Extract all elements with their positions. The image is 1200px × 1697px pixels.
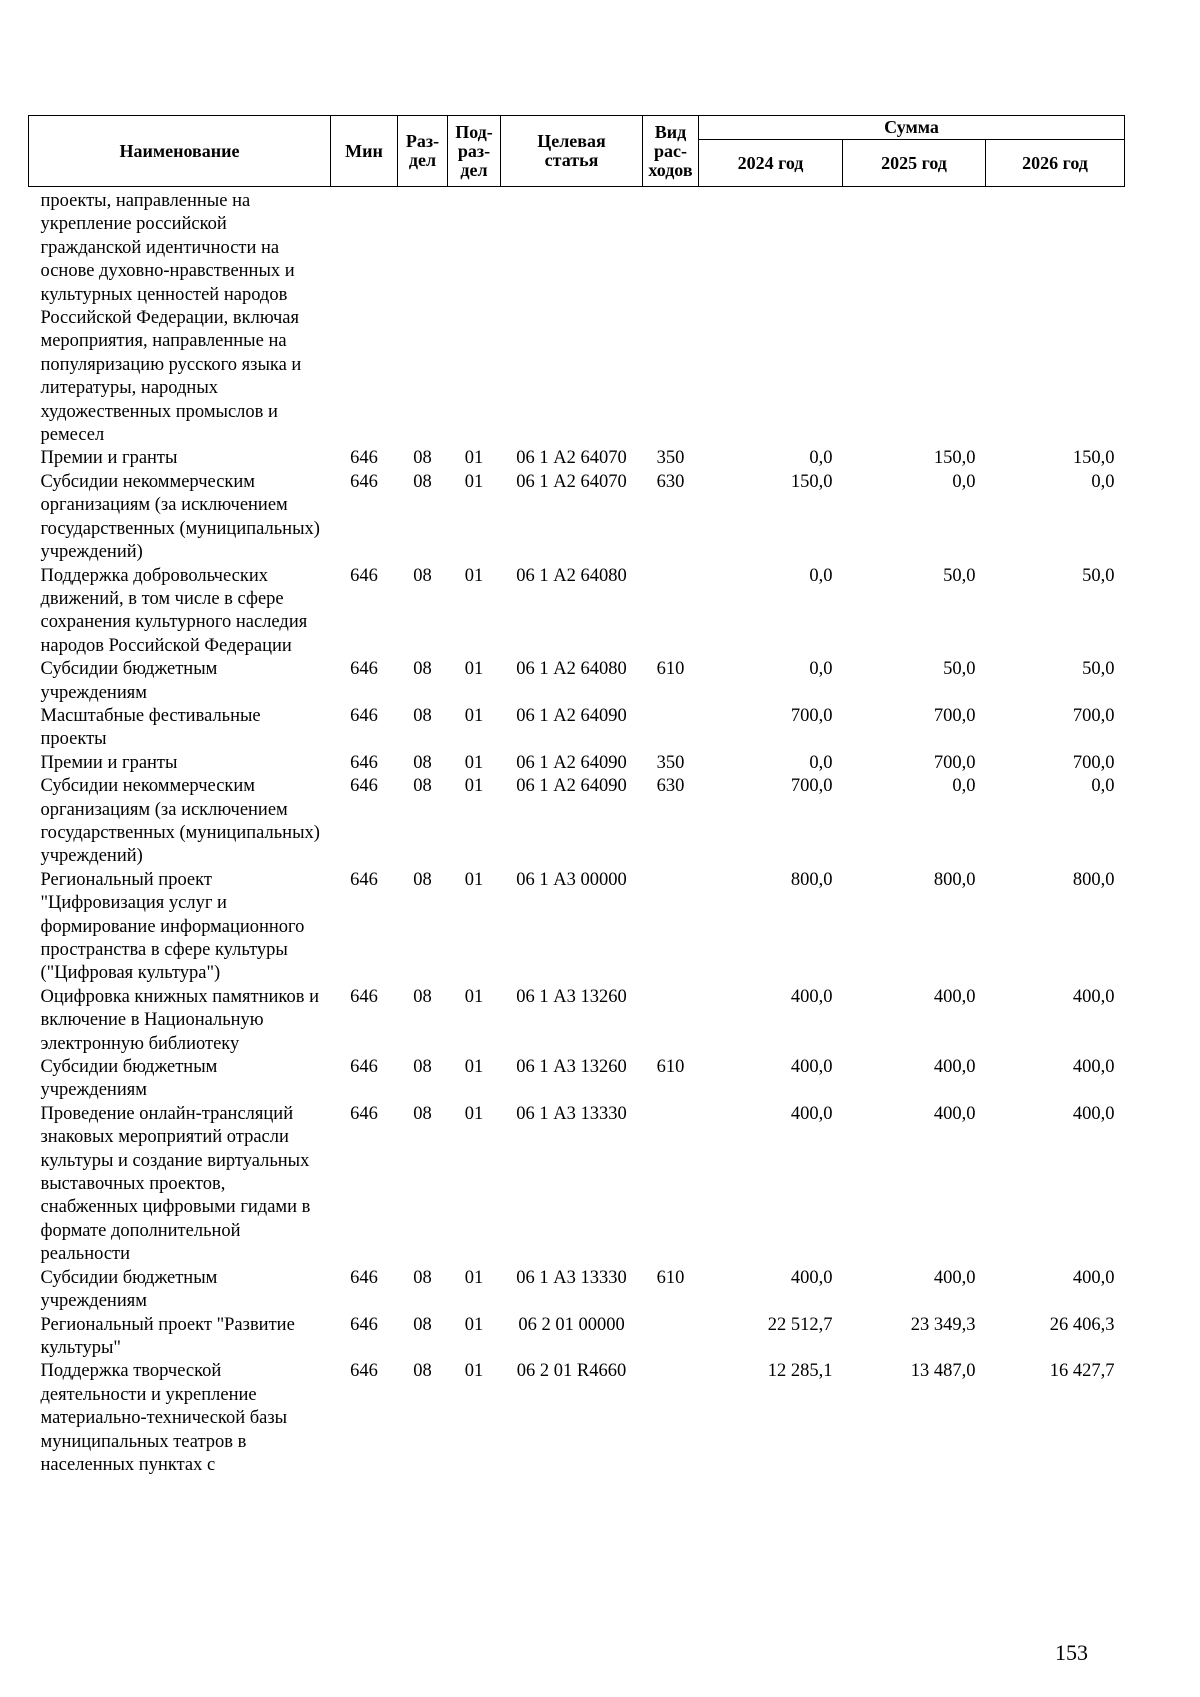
- cell-podrazdel: 01: [464, 1267, 484, 1288]
- cell-podrazdel: 01: [464, 986, 484, 1007]
- cell-sum-2025: 400,0: [933, 1103, 976, 1124]
- table-row: [29, 471, 1125, 565]
- table-row: [29, 565, 1125, 659]
- cell-min: 646: [350, 705, 378, 726]
- cell-sum-2025: 23 349,3: [910, 1314, 976, 1335]
- cell-podrazdel: 01: [464, 705, 484, 726]
- cell-vid: [643, 986, 699, 1056]
- cell-podrazdel: 01: [464, 752, 484, 773]
- cell-sum-2025: 400,0: [933, 1267, 976, 1288]
- cell-vid: [643, 1360, 699, 1477]
- page-number: 153: [1055, 1640, 1088, 1665]
- cell-min: 646: [350, 986, 378, 1007]
- cell-sum-2025: 400,0: [933, 1057, 976, 1078]
- cell-vid: [643, 1314, 699, 1361]
- cell-sum-2024: 400,0: [790, 1057, 833, 1078]
- cell-sum-2026: 150,0: [1072, 448, 1115, 469]
- cell-razdel: 08: [413, 705, 432, 726]
- cell-sum-2026: 700,0: [1072, 752, 1115, 773]
- cell-min: [331, 187, 398, 448]
- cell-article: 06 1 А2 64070: [516, 471, 627, 492]
- cell-name: Субсидии некоммерческим организациям (за исключением государственных (муниципальных) учреждений): [40, 776, 320, 867]
- cell-razdel: 08: [413, 659, 432, 680]
- cell-name: Субсидии бюджетным учреждениям: [40, 659, 218, 703]
- cell-name: Региональный проект "Развитие культуры": [40, 1314, 295, 1358]
- cell-article: 06 1 А3 13330: [516, 1103, 627, 1124]
- cell-sum-2026: 400,0: [1072, 1267, 1115, 1288]
- table-row: [29, 986, 1125, 1056]
- cell-name: Поддержка добровольческих движений, в том числе в сфере сохранения культурного наследия народов Российской Федерации: [40, 565, 308, 656]
- cell-podrazdel: 01: [464, 869, 484, 890]
- cell-sum-2025: 0,0: [952, 471, 976, 492]
- cell-sum-2025: 700,0: [933, 752, 976, 773]
- cell-sum-2024: 700,0: [790, 705, 833, 726]
- header-year-2025: 2025 год: [843, 140, 986, 187]
- cell-vid: [643, 565, 699, 659]
- cell-vid: 350: [656, 752, 685, 773]
- cell-name: Субсидии бюджетным учреждениям: [40, 1057, 218, 1101]
- cell-name: Субсидии некоммерческим организациям (за исключением государственных (муниципальных) учреждений): [40, 471, 320, 563]
- cell-vid: 350: [656, 448, 685, 469]
- cell-min: 646: [350, 659, 378, 680]
- cell-podrazdel: [448, 187, 501, 448]
- table-row: [29, 658, 1125, 705]
- cell-name: Поддержка творческой деятельности и укрепление материально-технической базы муниципальных театров в населенных пунктах с: [40, 1361, 288, 1475]
- cell-min: 646: [350, 776, 378, 797]
- header-name: Наименование: [29, 116, 331, 187]
- cell-sum-2026: 0,0: [1091, 776, 1115, 797]
- cell-article: 06 1 А3 13330: [516, 1267, 627, 1288]
- cell-min: 646: [350, 1361, 378, 1382]
- cell-sum-2026: 400,0: [1072, 1103, 1115, 1124]
- cell-razdel: 08: [413, 1361, 432, 1382]
- cell-sum-2024: 400,0: [790, 1267, 833, 1288]
- budget-table: [28, 115, 1125, 1477]
- cell-sum-2025: 50,0: [943, 565, 976, 586]
- cell-razdel: 08: [413, 752, 432, 773]
- cell-podrazdel: 01: [464, 1057, 484, 1078]
- cell-name: Субсидии бюджетным учреждениям: [40, 1267, 218, 1312]
- cell-vid: 610: [656, 659, 685, 680]
- cell-vid: [643, 1103, 699, 1267]
- cell-article: [501, 187, 643, 448]
- cell-min: 646: [350, 869, 378, 890]
- cell-sum-2025: 50,0: [943, 659, 976, 680]
- cell-sum-2026: 400,0: [1072, 1057, 1115, 1078]
- cell-sum-2026: 0,0: [1091, 471, 1115, 492]
- cell-sum-2025: 800,0: [933, 869, 976, 890]
- cell-razdel: 08: [413, 448, 432, 469]
- table-row: [29, 869, 1125, 986]
- cell-sum-2026: 16 427,7: [1049, 1361, 1115, 1382]
- cell-article: 06 1 А3 00000: [516, 869, 627, 890]
- cell-podrazdel: 01: [464, 659, 484, 680]
- cell-sum-2026: 800,0: [1072, 869, 1115, 890]
- cell-podrazdel: 01: [464, 1361, 484, 1382]
- cell-razdel: 08: [413, 776, 432, 797]
- cell-sum-2025: 150,0: [933, 448, 976, 469]
- table-row: [29, 752, 1125, 775]
- cell-razdel: 08: [413, 565, 432, 586]
- table-row: [29, 1056, 1125, 1103]
- cell-name: Премии и гранты: [40, 752, 178, 773]
- cell-name: Премии и гранты: [40, 448, 178, 469]
- cell-min: 646: [350, 1267, 378, 1288]
- cell-name: Масштабные фестивальные проекты: [40, 705, 261, 750]
- cell-min: 646: [350, 752, 378, 773]
- cell-podrazdel: 01: [464, 776, 484, 797]
- cell-sum-2026: 400,0: [1072, 986, 1115, 1007]
- table-row: [29, 187, 1125, 448]
- cell-sum-2026: 50,0: [1082, 565, 1115, 586]
- cell-vid: 630: [656, 471, 685, 492]
- table-row: [29, 1314, 1125, 1361]
- header-min: Мин: [331, 116, 398, 187]
- cell-name: Оцифровка книжных памятников и включение в Национальную электронную библиотеку: [40, 986, 319, 1054]
- table-row: [29, 1360, 1125, 1477]
- cell-article: 06 1 А2 64080: [516, 565, 627, 586]
- cell-min: 646: [350, 1314, 378, 1335]
- cell-min: 646: [350, 1103, 378, 1124]
- cell-sum-2026: [986, 187, 1125, 448]
- cell-sum-2025: [843, 187, 986, 448]
- cell-podrazdel: 01: [464, 1314, 484, 1335]
- header-year-2026: 2026 год: [986, 140, 1125, 187]
- cell-sum-2025: 13 487,0: [910, 1361, 976, 1382]
- cell-sum-2024: 0,0: [809, 752, 833, 773]
- cell-vid: 630: [656, 776, 685, 797]
- cell-sum-2024: [699, 187, 843, 448]
- table-body: [29, 187, 1125, 1478]
- cell-article: 06 1 А2 64090: [516, 705, 627, 726]
- cell-sum-2024: 0,0: [809, 659, 833, 680]
- cell-vid: [643, 187, 699, 448]
- cell-sum-2025: 0,0: [952, 776, 976, 797]
- header-vid: Вид рас- ходов: [643, 116, 699, 187]
- cell-podrazdel: 01: [464, 565, 484, 586]
- cell-article: 06 1 А2 64080: [516, 659, 627, 680]
- cell-razdel: 08: [413, 869, 432, 890]
- cell-article: 06 1 А2 64090: [516, 752, 627, 773]
- cell-razdel: 08: [413, 1314, 432, 1335]
- cell-razdel: [398, 187, 448, 448]
- cell-article: 06 1 А2 64090: [516, 776, 627, 797]
- cell-sum-2026: 700,0: [1072, 705, 1115, 726]
- table-row: [29, 705, 1125, 752]
- cell-article: 06 2 01 R4660: [516, 1361, 627, 1382]
- cell-vid: 610: [656, 1267, 685, 1288]
- cell-sum-2025: 700,0: [933, 705, 976, 726]
- table-row: [29, 1103, 1125, 1267]
- table-row: [29, 447, 1125, 470]
- header-article: Целевая статья: [501, 116, 643, 187]
- cell-vid: [643, 705, 699, 752]
- cell-min: 646: [350, 1057, 378, 1078]
- cell-article: 06 1 А3 13260: [516, 986, 627, 1007]
- cell-sum-2024: 400,0: [790, 986, 833, 1007]
- header-podrazdel: Под- раз- дел: [448, 116, 501, 187]
- cell-sum-2024: 800,0: [790, 869, 833, 890]
- cell-razdel: 08: [413, 1267, 432, 1288]
- cell-razdel: 08: [413, 471, 432, 492]
- cell-article: 06 1 А2 64070: [516, 448, 627, 469]
- cell-sum-2024: 22 512,7: [767, 1314, 833, 1335]
- cell-sum-2026: 50,0: [1082, 659, 1115, 680]
- cell-sum-2025: 400,0: [933, 986, 976, 1007]
- table-row: [29, 775, 1125, 869]
- cell-min: 646: [350, 471, 378, 492]
- cell-razdel: 08: [413, 1057, 432, 1078]
- cell-podrazdel: 01: [464, 471, 484, 492]
- cell-sum-2024: 700,0: [790, 776, 833, 797]
- cell-name: проекты, направленные на укрепление российской гражданской идентичности на основе духовно-нравственных и культурных ценностей народов Российской Федерации, включая мероприятия, направленные на популяризацию русского языка и литературы, народных художественных промыслов и ремесел: [40, 191, 302, 446]
- header-razdel: Раз- дел: [398, 116, 448, 187]
- cell-min: 646: [350, 448, 378, 469]
- table-row: [29, 1267, 1125, 1314]
- cell-vid: [643, 869, 699, 986]
- cell-podrazdel: 01: [464, 1103, 484, 1124]
- cell-sum-2024: 400,0: [790, 1103, 833, 1124]
- cell-article: 06 2 01 00000: [518, 1314, 625, 1335]
- cell-name: Проведение онлайн-трансляций знаковых мероприятий отрасли культуры и создание виртуальных выставочных проектов, снабженных цифровыми гидами в формате дополнительной реальности: [40, 1103, 311, 1265]
- cell-sum-2024: 0,0: [809, 565, 833, 586]
- cell-razdel: 08: [413, 1103, 432, 1124]
- cell-min: 646: [350, 565, 378, 586]
- header-sum: Сумма: [699, 116, 1125, 140]
- cell-name: Региональный проект "Цифровизация услуг и формирование информационного пространства в сфере культуры ("Цифровая культура"): [40, 869, 305, 984]
- cell-razdel: 08: [413, 986, 432, 1007]
- cell-sum-2024: 150,0: [790, 471, 833, 492]
- cell-vid: 610: [656, 1057, 685, 1078]
- cell-podrazdel: 01: [464, 448, 484, 469]
- cell-sum-2024: 0,0: [809, 448, 833, 469]
- header-year-2024: 2024 год: [699, 140, 843, 187]
- cell-article: 06 1 А3 13260: [516, 1057, 627, 1078]
- cell-sum-2026: 26 406,3: [1049, 1314, 1115, 1335]
- cell-sum-2024: 12 285,1: [767, 1361, 833, 1382]
- table-header: [29, 116, 1125, 187]
